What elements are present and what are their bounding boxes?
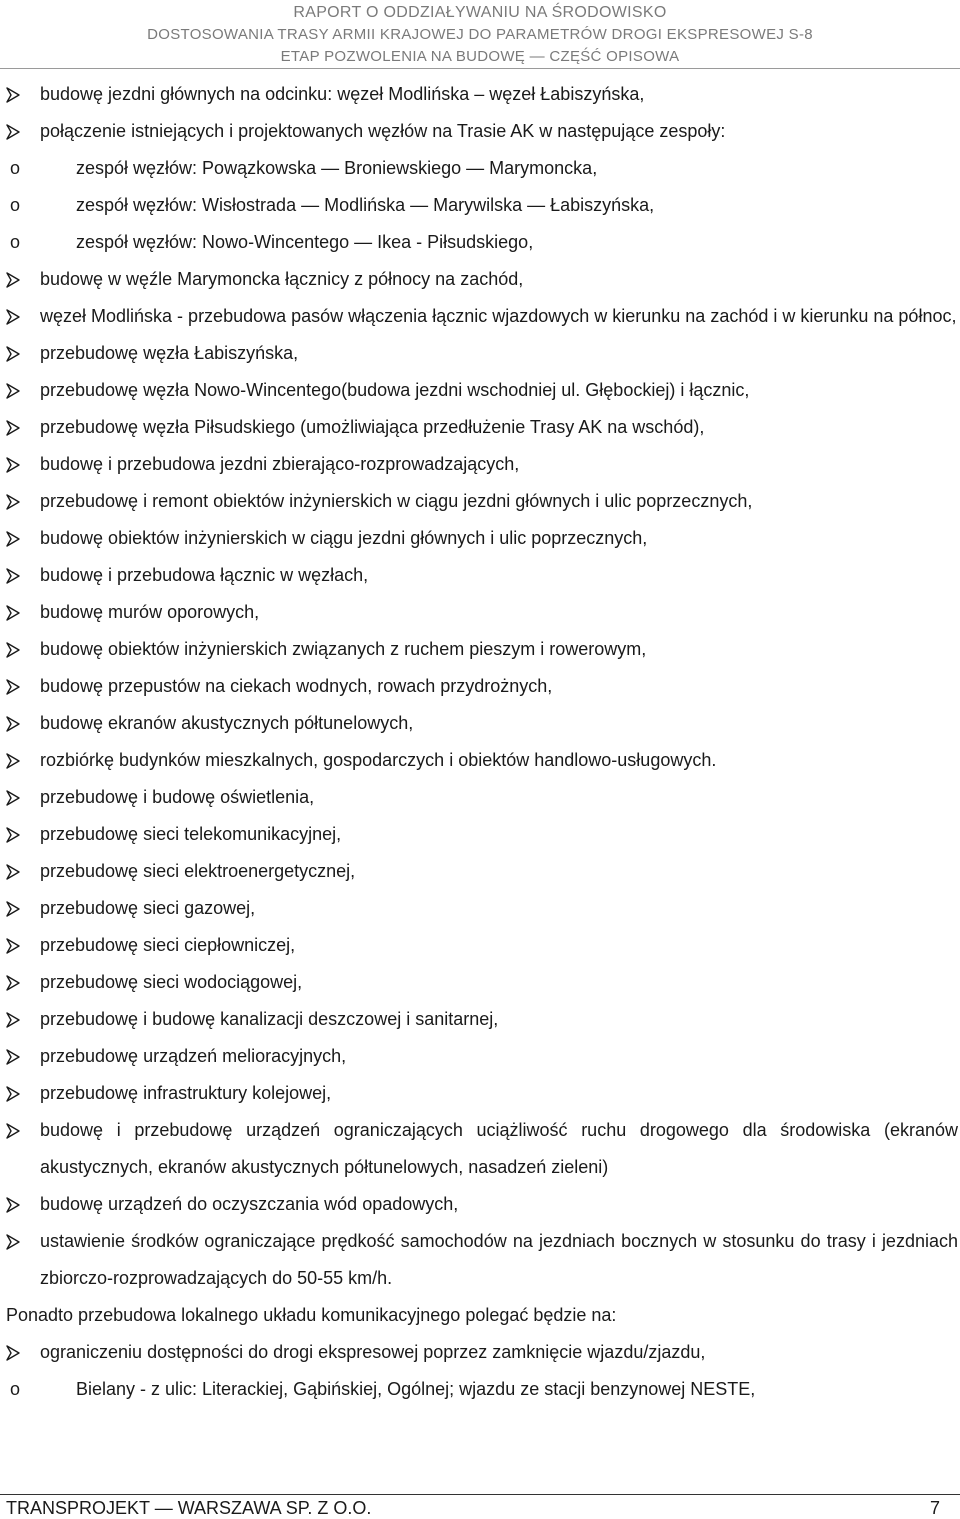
arrowhead-bullet-icon [6,409,22,446]
arrowhead-bullet-icon [6,335,22,372]
list-item [0,520,960,557]
item-text: Ponadto przebudowa lokalnego układu komunikacyjnego polegać będzie na: [6,1305,617,1325]
sub-list-item [0,150,960,187]
list-item [0,668,960,705]
list-item [0,1001,960,1038]
item-text: budowę obiektów inżynierskich w ciągu jezdni głównych i ulic poprzecznych, [40,528,648,548]
list-item [0,372,960,409]
arrowhead-bullet-icon [6,1186,22,1223]
item-text: przebudowę sieci gazowej, [40,898,256,918]
item-text: rozbiórkę budynków mieszkalnych, gospodarczych i obiektów handlowo-usługowych. [40,750,717,770]
item-text: przebudowę urządzeń melioracyjnych, [40,1046,347,1066]
circle-bullet-marker: o [10,232,21,252]
item-text: budowę ekranów akustycznych półtunelowych, [40,713,414,733]
arrowhead-bullet-icon [6,890,22,927]
sub-list-item [0,187,960,224]
arrowhead-bullet-icon [6,298,22,335]
list-item [0,853,960,890]
item-text: przebudowę i budowę oświetlenia, [40,787,315,807]
list-item [0,705,960,742]
circle-bullet-marker: o [10,1379,21,1399]
arrowhead-bullet-icon [6,816,22,853]
document-body [0,76,960,1408]
list-item [0,113,960,150]
item-text: budowę jezdni głównych na odcinku: węzeł Modlińska – węzeł Łabiszyńska, [40,84,645,104]
list-item [0,594,960,631]
list-item [0,335,960,372]
arrowhead-bullet-icon [6,446,22,483]
arrowhead-bullet-icon [6,594,22,631]
header-report-title: RAPORT O ODDZIAŁYWANIU NA ŚRODOWISKO [293,4,667,21]
item-text: budowę murów oporowych, [40,602,260,622]
arrowhead-bullet-icon [6,483,22,520]
item-text: przebudowę infrastruktury kolejowej, [40,1083,332,1103]
item-text: przebudowę i remont obiektów inżynierskich w ciągu jezdni głównych i ulic poprzecznych, [40,491,753,511]
list-item [0,890,960,927]
circle-bullet-marker: o [10,195,21,215]
arrowhead-bullet-icon [6,668,22,705]
arrowhead-bullet-icon [6,964,22,1001]
arrowhead-bullet-icon [6,520,22,557]
list-item [0,261,960,298]
item-text: budowę i przebudowę urządzeń ograniczających uciążliwość ruchu drogowego dla środowiska (ekranów akustycznych, ekranów akustycznych półtunelowych, nasadzeń zieleni) [40,1120,958,1177]
item-text: przebudowę węzła Łabiszyńska, [40,343,299,363]
list-item [0,1223,960,1297]
list-item [0,483,960,520]
item-text: przebudowę sieci telekomunikacyjnej, [40,824,342,844]
list-item [0,964,960,1001]
item-text: ograniczeniu dostępności do drogi ekspresowej poprzez zamknięcie wjazdu/zjazdu, [40,1342,706,1362]
sub-list-item [0,1371,960,1408]
arrowhead-bullet-icon [6,261,22,298]
arrowhead-bullet-icon [6,1223,22,1260]
sub-list-item [0,224,960,261]
arrowhead-bullet-icon [6,76,22,113]
footer-divider [0,1494,960,1495]
paragraph [0,1297,960,1334]
list-item [0,1112,960,1186]
header-divider [0,68,960,69]
list-item [0,816,960,853]
item-text: budowę przepustów na ciekach wodnych, rowach przydrożnych, [40,676,553,696]
list-item [0,779,960,816]
arrowhead-bullet-icon [6,631,22,668]
item-text: połączenie istniejących i projektowanych węzłów na Trasie AK w następujące zespoły: [40,121,726,141]
list-item [0,1075,960,1112]
list-item [0,409,960,446]
item-text: zespół węzłów: Wisłostrada — Modlińska — Marywilska — Łabiszyńska, [76,195,655,215]
page-header [0,2,960,68]
list-item [0,927,960,964]
arrowhead-bullet-icon [6,927,22,964]
list-item [0,1038,960,1075]
arrowhead-bullet-icon [6,1075,22,1112]
list-item [0,1334,960,1371]
arrowhead-bullet-icon [6,779,22,816]
item-text: przebudowę węzła Nowo-Wincentego(budowa jezdni wschodniej ul. Głębockiej) i łącznic, [40,380,750,400]
list-item [0,298,960,335]
list-item [0,1186,960,1223]
item-text: ustawienie środków ograniczające prędkość samochodów na jezdniach bocznych w stosunku do trasy i jezdniach zbiorczo-rozprowadzających do 50-55 km/h. [40,1231,958,1288]
list-item [0,446,960,483]
item-text: budowę urządzeń do oczyszczania wód opadowych, [40,1194,459,1214]
arrowhead-bullet-icon [6,742,22,779]
header-stage-title: ETAP POZWOLENIA NA BUDOWĘ — CZĘŚĆ OPISOWA [280,48,680,65]
item-text: budowę obiektów inżynierskich związanych z ruchem pieszym i rowerowym, [40,639,647,659]
arrowhead-bullet-icon [6,1112,22,1149]
arrowhead-bullet-icon [6,113,22,150]
arrowhead-bullet-icon [6,1334,22,1371]
item-text: budowę w węźle Marymoncka łącznicy z północy na zachód, [40,269,524,289]
page-number: 7 [929,1498,940,1518]
circle-bullet-marker: o [10,158,21,178]
item-text: budowę i przebudowa jezdni zbierająco-rozprowadzających, [40,454,520,474]
list-item [0,76,960,113]
item-text: przebudowę sieci ciepłowniczej, [40,935,296,955]
arrowhead-bullet-icon [6,372,22,409]
header-project-title: DOSTOSOWANIA TRASY ARMII KRAJOWEJ DO PARAMETRÓW DROGI EKSPRESOWEJ S-8 [147,26,813,43]
item-text: budowę i przebudowa łącznic w węzłach, [40,565,369,585]
item-text: przebudowę sieci elektroenergetycznej, [40,861,356,881]
arrowhead-bullet-icon [6,705,22,742]
arrowhead-bullet-icon [6,1038,22,1075]
list-item [0,742,960,779]
item-text: Bielany - z ulic: Literackiej, Gąbińskiej, Ogólnej; wjazdu ze stacji benzynowej NESTE, [76,1379,756,1399]
item-text: zespół węzłów: Powązkowska — Broniewskiego — Marymoncka, [76,158,598,178]
arrowhead-bullet-icon [6,1001,22,1038]
item-text: przebudowę węzła Piłsudskiego (umożliwiająca przedłużenie Trasy AK na wschód), [40,417,705,437]
arrowhead-bullet-icon [6,557,22,594]
list-item [0,557,960,594]
list-item [0,631,960,668]
item-text: przebudowę sieci wodociągowej, [40,972,303,992]
arrowhead-bullet-icon [6,853,22,890]
item-text: węzeł Modlińska - przebudowa pasów włączenia łącznic wjazdowych w kierunku na zachód i w kierunku na północ, [40,306,957,326]
item-text: zespół węzłów: Nowo-Wincentego — Ikea - Piłsudskiego, [76,232,534,252]
item-text: przebudowę i budowę kanalizacji deszczowej i sanitarnej, [40,1009,499,1029]
footer-company: TRANSPROJEKT — WARSZAWA SP. Z O.O. [6,1498,372,1518]
